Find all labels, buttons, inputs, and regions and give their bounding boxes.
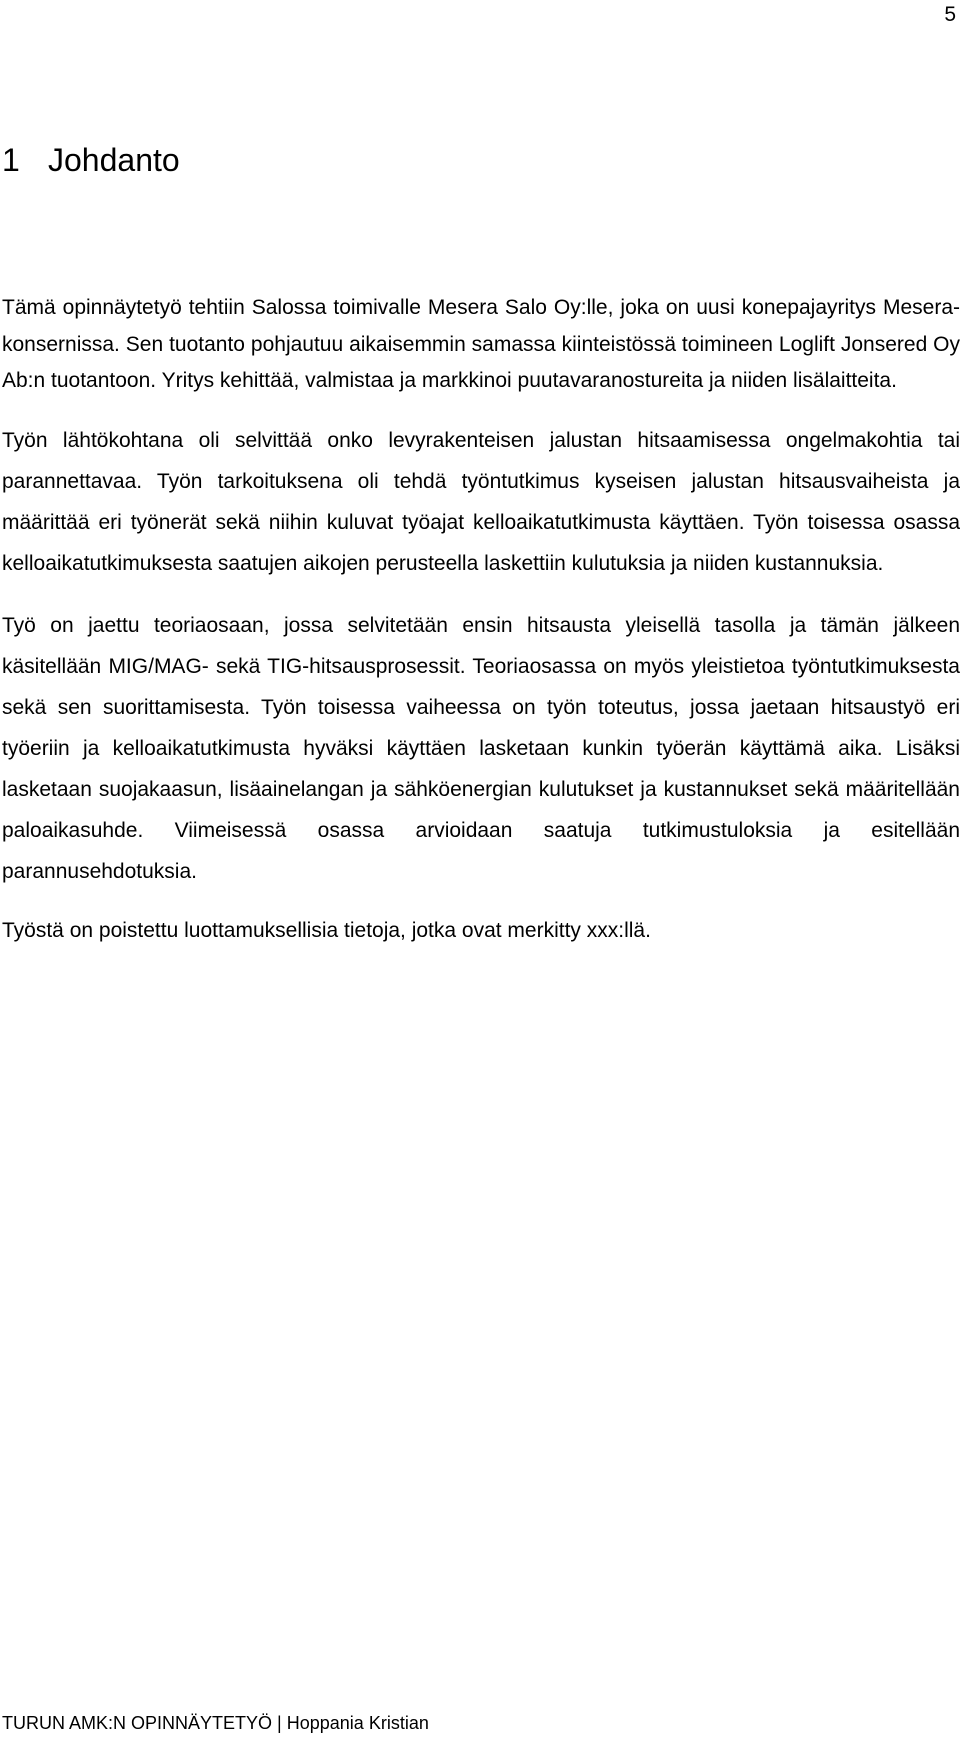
section-number: 1	[2, 142, 20, 178]
paragraph-confidential: Työstä on poistettu luottamuksellisia tietoja, jotka ovat merkitty xxx:llä.	[2, 918, 651, 942]
page-number: 5	[944, 3, 956, 26]
paragraph-structure: Työ on jaettu teoriaosaan, jossa selvitetään ensin hitsausta yleisellä tasolla ja tämän jälkeen käsitellään MIG/MAG- sekä TIG-hitsausprosessit. Teoriaosassa on myös yleistietoa työntutkimuksesta sekä sen suorittamisesta. Työn toisessa vaiheessa on työn toteutus, jossa jaetaan hitsaustyö eri työeriin ja kelloaikatutkimusta hyväksi käyttäen lasketaan kunkin työerän käyttämä aika. Lisäksi lasketaan suojakaasun, lisäainelangan ja sähköenergian kulutukset ja kustannukset sekä määritellään paloaikasuhde. Viimeisessä osassa arvioidaan saatuja tutkimustuloksia ja esitellään parannusehdotuksia.	[2, 613, 960, 883]
page-footer	[2, 1712, 429, 1734]
footer-institution: TURUN AMK:N OPINNÄYTETYÖ	[2, 1713, 273, 1733]
section-title: Johdanto	[48, 142, 180, 178]
section-heading	[2, 140, 180, 180]
body-text	[2, 290, 960, 949]
footer-author: Hoppania Kristian	[286, 1713, 429, 1733]
footer-separator: |	[277, 1713, 282, 1733]
paragraph-purpose: Työn lähtökohtana oli selvittää onko levyrakenteisen jalustan hitsaamisessa ongelmakohtia tai parannettavaa. Työn tarkoituksena oli tehdä työntutkimus kyseisen jalustan hitsausvaiheista ja määrittää eri työnerät sekä niihin kuluvat työajat kelloaikatutkimusta käyttäen. Työn toisessa osassa kelloaikatutkimuksesta saatujen aikojen perusteella laskettiin kulutuksia ja niiden kustannuksia.	[2, 428, 960, 575]
paragraph-intro: Tämä opinnäytetyö tehtiin Salossa toimivalle Mesera Salo Oy:lle, joka on uusi konepajayritys Mesera-konsernissa. Sen tuotanto pohjautuu aikaisemmin samassa kiinteistössä toimineen Loglift Jonsered Oy Ab:n tuotantoon. Yritys kehittää, valmistaa ja markkinoi puutavaranostureita ja niiden lisälaitteita.	[2, 296, 960, 392]
